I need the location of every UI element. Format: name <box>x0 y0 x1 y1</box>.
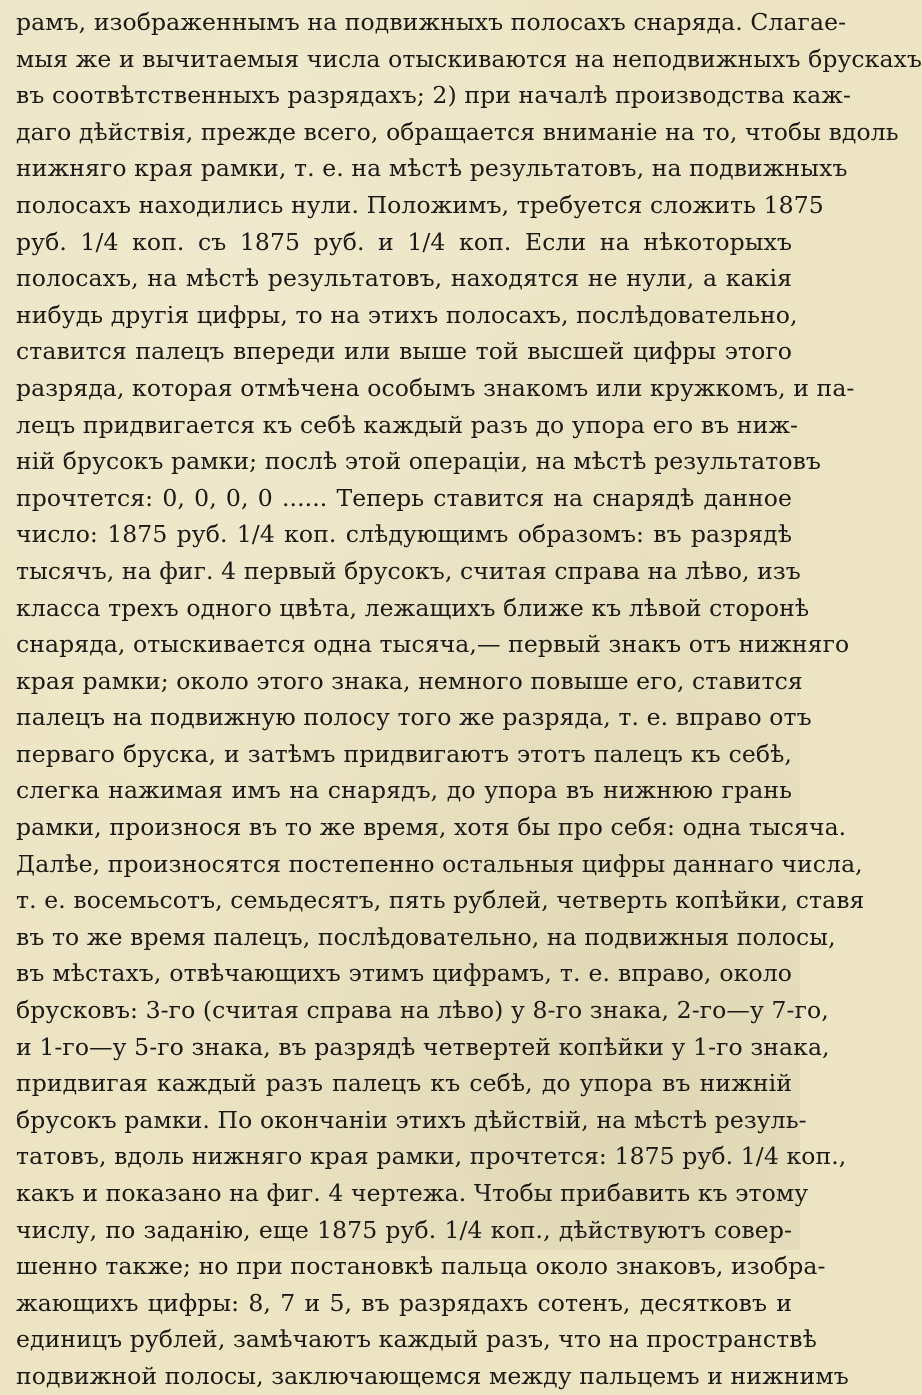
text-line-19: края рамки; около этого знака, немного повыше его, ставится <box>16 666 803 695</box>
text-line-23: рамки, произнося въ то же время, хотя бы про себя: одна тысяча. <box>16 813 847 842</box>
text-line-5: нижняго края рамки, т. е. на мѣстѣ результатовъ, на подвижныхъ <box>16 154 848 183</box>
text-line-2: мыя же и вычитаемыя числа отыскиваются на неподвижныхъ брускахъ <box>16 44 922 73</box>
text-line-3: въ соотвѣтственныхъ разрядахъ; 2) при началѣ производства каж- <box>16 81 852 110</box>
text-line-8: полосахъ, на мѣстѣ результатовъ, находятся не нули, а какія <box>16 264 792 293</box>
text-line-13: ній брусокъ рамки; послѣ этой операціи, на мѣстѣ результатовъ <box>16 447 821 476</box>
text-line-11: разряда, которая отмѣчена особымъ знакомъ или кружкомъ, и па- <box>16 373 855 402</box>
text-line-24: Далѣе, произносятся постепенно остальныя цифры даннаго числа, <box>16 849 863 878</box>
text-line-38: подвижной полосы, заключающемся между пальцемъ и нижнимъ <box>16 1361 849 1390</box>
text-line-34: числу, по заданію, еще 1875 руб. 1/4 коп., дѣйствуютъ совер- <box>16 1215 792 1244</box>
text-line-14: прочтется: 0, 0, 0, 0 ...... Теперь ставится на снарядѣ данное <box>16 483 792 512</box>
text-line-31: брусокъ рамки. По окончаніи этихъ дѣйствій, на мѣстѣ резуль- <box>16 1105 807 1134</box>
text-line-22: слегка нажимая имъ на снарядъ, до упора въ нижнюю грань <box>16 776 792 805</box>
text-line-20: палецъ на подвижную полосу того же разряда, т. е. вправо отъ <box>16 703 812 732</box>
text-line-26: въ то же время палецъ, послѣдовательно, на подвижныя полосы, <box>16 922 836 951</box>
text-line-32: татовъ, вдоль нижняго края рамки, прочтется: 1875 руб. 1/4 коп., <box>16 1142 847 1171</box>
text-line-28: брусковъ: 3-го (считая справа на лѣво) у 8-го знака, 2-го—у 7-го, <box>16 996 829 1025</box>
text-line-16: тысячъ, на фиг. 4 первый брусокъ, считая справа на лѣво, изъ <box>16 556 801 585</box>
text-line-21: перваго бруска, и затѣмъ придвигаютъ этотъ палецъ къ себѣ, <box>16 739 792 768</box>
text-line-15: число: 1875 руб. 1/4 коп. слѣдующимъ образомъ: въ разрядѣ <box>16 520 792 549</box>
text-line-33: какъ и показано на фиг. 4 чертежа. Чтобы прибавить къ этому <box>16 1179 809 1207</box>
text-line-10: ставится палецъ впереди или выше той высшей цифры этого <box>16 337 792 366</box>
text-line-1: рамъ, изображеннымъ на подвижныхъ полосахъ снаряда. Слагае- <box>16 8 847 36</box>
text-line-37: единицъ рублей, замѣчаютъ каждый разъ, что на пространствѣ <box>16 1325 817 1354</box>
text-line-25: т. е. восемьсотъ, семьдесятъ, пять рублей, четверть копѣйки, ставя <box>16 886 865 915</box>
text-line-36: жающихъ цифры: 8, 7 и 5, въ разрядахъ сотенъ, десятковъ и <box>16 1288 792 1317</box>
text-line-4: даго дѣйствія, прежде всего, обращается вниманіе на то, чтобы вдоль <box>16 117 899 146</box>
text-line-29: и 1-го—у 5-го знака, въ разрядѣ четвертей копѣйки у 1-го знака, <box>16 1032 830 1061</box>
text-line-9: нибудь другія цифры, то на этихъ полосахъ, послѣдовательно, <box>16 300 798 329</box>
text-line-6: полосахъ находились нули. Положимъ, требуется сложить 1875 <box>16 190 824 219</box>
text-line-17: класса трехъ одного цвѣта, лежащихъ ближе къ лѣвой сторонѣ <box>16 593 810 622</box>
text-line-12: лецъ придвигается къ себѣ каждый разъ до упора его въ ниж- <box>16 410 799 439</box>
page-text <box>16 4 922 1395</box>
text-line-27: въ мѣстахъ, отвѣчающихъ этимъ цифрамъ, т. е. вправо, около <box>16 959 792 988</box>
text-line-7: руб. 1/4 коп. съ 1875 руб. и 1/4 коп. Если на нѣкоторыхъ <box>16 227 792 256</box>
text-line-18: снаряда, отыскивается одна тысяча,— первый знакъ отъ нижняго <box>16 630 850 659</box>
text-line-30: придвигая каждый разъ палецъ къ себѣ, до упора въ нижній <box>16 1069 792 1098</box>
text-line-35: шенно также; но при постановкѣ пальца около знаковъ, изобра- <box>16 1252 826 1281</box>
